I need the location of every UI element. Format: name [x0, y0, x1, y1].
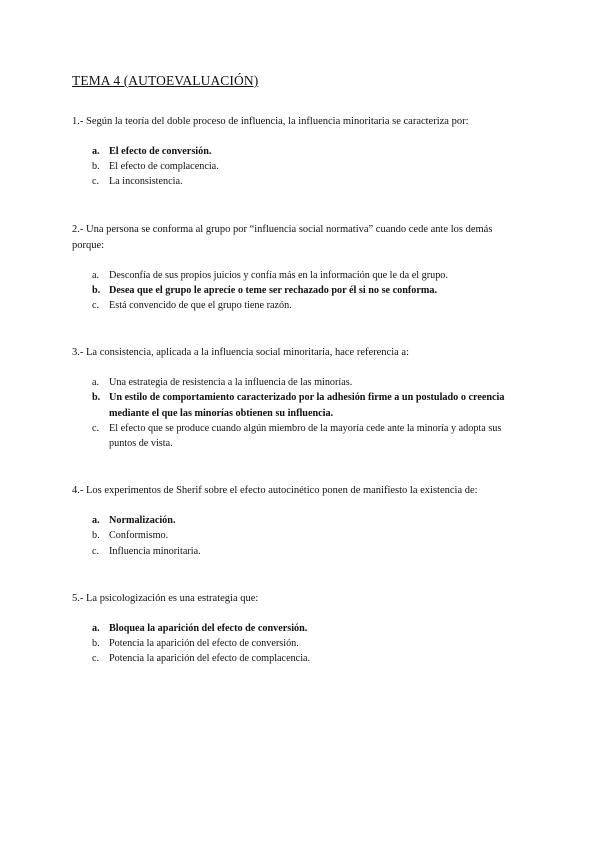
- question-text: 4.- Los experimentos de Sherif sobre el efecto autocinético ponen de manifiesto la existencia de:: [72, 485, 478, 497]
- question-4: [72, 483, 527, 559]
- option-text: La inconsistencia.: [109, 176, 183, 188]
- option-letter: b.: [92, 284, 101, 296]
- option-text: Una estrategia de resistencia a la influencia de las minorías.: [109, 377, 353, 389]
- option-a: [72, 375, 527, 390]
- option-b: [72, 636, 527, 651]
- question-2: [72, 222, 527, 314]
- option-list: [72, 513, 527, 559]
- option-letter: b.: [92, 530, 100, 542]
- option-list: [72, 268, 527, 314]
- option-b: [72, 528, 527, 543]
- option-letter: a.: [92, 515, 100, 527]
- option-letter: c.: [92, 300, 100, 312]
- option-letter: c.: [92, 176, 100, 188]
- option-c: [72, 298, 527, 313]
- option-letter: a.: [92, 377, 100, 389]
- option-letter: b.: [92, 638, 100, 650]
- option-text: Potencia la aparición del efecto de conversión.: [109, 638, 299, 650]
- option-c: [72, 544, 527, 559]
- option-letter: c.: [92, 653, 100, 665]
- question-text: 3.- La consistencia, aplicada a la influencia social minoritaria, hace referencia a:: [72, 347, 409, 359]
- document-page: [72, 72, 527, 698]
- option-a: [72, 268, 527, 283]
- option-letter: a.: [92, 622, 100, 634]
- question-text: 5.- La psicologización es una estrategia que:: [72, 592, 259, 604]
- option-a: [72, 144, 527, 159]
- option-text: Potencia la aparición del efecto de complacencia.: [109, 653, 311, 665]
- option-c: [72, 174, 527, 189]
- question-5: [72, 591, 527, 667]
- page-title: TEMA 4 (AUTOEVALUACIÓN): [72, 73, 259, 88]
- option-list: [72, 375, 527, 451]
- option-b: [72, 283, 527, 298]
- option-letter: a.: [92, 146, 100, 157]
- option-a: [72, 621, 527, 636]
- option-list: [72, 144, 527, 190]
- question-3: [72, 345, 527, 451]
- question-text: 2.- Una persona se conforma al grupo por “influencia social normativa” cuando cede ante los demás porque:: [72, 223, 493, 251]
- question-text: 1.- Según la teoría del doble proceso de influencia, la influencia minoritaria se caracteriza por:: [72, 116, 469, 127]
- option-list: [72, 621, 527, 667]
- option-text: Influencia minoritaria.: [109, 545, 201, 557]
- option-text: El efecto de conversión.: [109, 146, 212, 157]
- option-text: Bloquea la aparición del efecto de conversión.: [109, 622, 308, 634]
- option-a: [72, 513, 527, 528]
- option-text: El efecto que se produce cuando algún miembro de la mayoría cede ante la minoría y adopta sus puntos de vista.: [109, 422, 502, 450]
- option-b: [72, 159, 527, 174]
- option-letter: b.: [92, 161, 100, 173]
- option-letter: c.: [92, 545, 100, 557]
- option-letter: a.: [92, 269, 100, 281]
- question-1: [72, 114, 527, 190]
- option-letter: c.: [92, 422, 100, 434]
- option-b: [72, 390, 527, 420]
- option-text: El efecto de complacencia.: [109, 161, 219, 173]
- option-c: [72, 651, 527, 666]
- option-text: Un estilo de comportamiento caracterizado por la adhesión firme a un postulado o creencia mediante el que las minorías obtienen su influencia.: [109, 392, 505, 419]
- option-c: [72, 421, 527, 451]
- option-text: Está convencido de que el grupo tiene razón.: [109, 300, 292, 312]
- option-text: Normalización.: [109, 515, 176, 527]
- option-letter: b.: [92, 392, 101, 404]
- option-text: Conformismo.: [109, 530, 169, 542]
- option-text: Desconfía de sus propios juicios y confía más en la información que le da el grupo.: [109, 269, 448, 281]
- option-text: Desea que el grupo le aprecie o teme ser rechazado por él si no se conforma.: [109, 284, 438, 296]
